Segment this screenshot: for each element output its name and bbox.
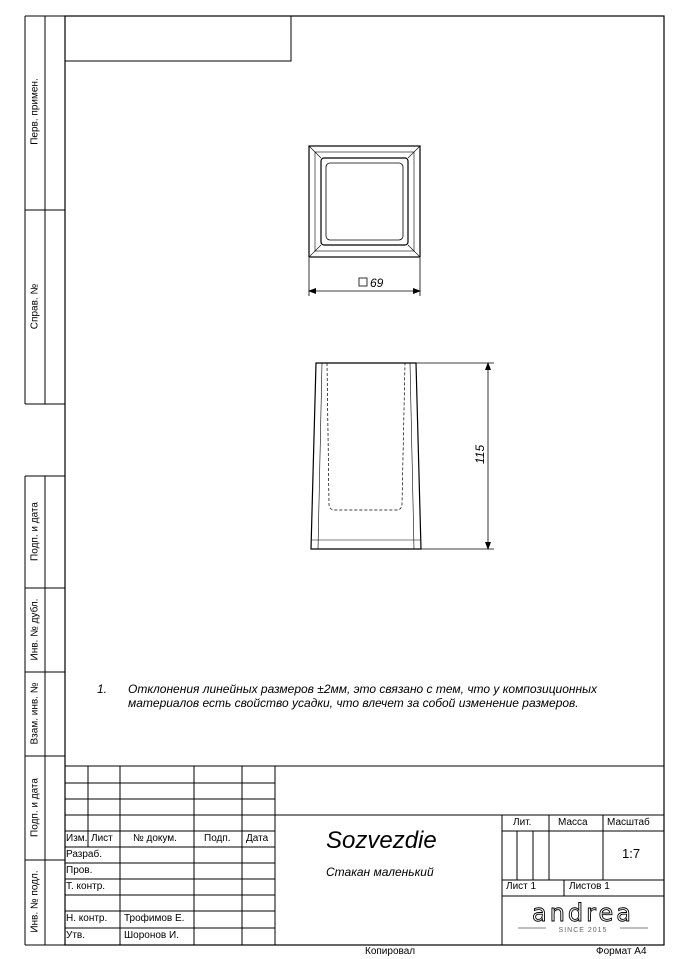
label-perv-primen: Перв. примен. — [29, 78, 41, 145]
product-desc: Стакан маленький — [326, 865, 434, 879]
top-view-dimension — [309, 258, 420, 296]
logo-since: SINCE 2015 — [558, 927, 608, 934]
note-line-2: материалов есть свойство усадки, что влечет за собой изменение размеров. — [128, 696, 579, 710]
role-prov: Пров. — [66, 865, 93, 876]
dim-115: 115 — [473, 444, 487, 464]
product-name: Sozvezdie — [326, 827, 437, 854]
header-lit: Лит. — [513, 817, 532, 828]
label-podp-data-2: Подп. и дата — [29, 778, 41, 837]
top-view — [309, 146, 420, 257]
outer-frame — [65, 16, 664, 945]
role-n-kontr: Н. контр. — [66, 913, 108, 924]
note-line-1: Отклонения линейных размеров ±2мм, это связано с тем, что у композиционных — [128, 682, 597, 696]
square-symbol — [359, 278, 367, 286]
header-list: Лист — [91, 833, 113, 844]
footer-copied: Копировал — [365, 946, 416, 957]
scale-value: 1:7 — [622, 846, 641, 861]
role-razrab: Разраб. — [66, 849, 103, 860]
header-massa: Масса — [558, 817, 588, 828]
header-izm: Изм. — [66, 833, 88, 844]
company-logo — [516, 900, 650, 940]
name-n-kontr: Трофимов Е. — [124, 913, 185, 924]
note-number: 1. — [97, 682, 108, 696]
role-utv: Утв. — [66, 930, 86, 941]
label-podp-data-1: Подп. и дата — [29, 502, 41, 561]
sheets-count: Листов 1 — [569, 881, 610, 892]
dim-69: 69 — [370, 276, 384, 290]
logo-wordmark: andrea — [532, 899, 634, 927]
label-sprav-no: Справ. № — [29, 283, 41, 330]
sheet-number: Лист 1 — [506, 881, 537, 892]
footer-format: Формат А4 — [596, 946, 647, 957]
header-masshtab: Масштаб — [607, 817, 650, 828]
label-inv-dubl: Инв. № дубл. — [29, 598, 41, 661]
header-podp: Подп. — [204, 833, 231, 844]
name-utv: Шоронов И. — [124, 930, 179, 941]
side-view — [311, 363, 421, 549]
top-left-box — [65, 16, 291, 61]
role-t-kontr: Т. контр. — [66, 881, 106, 892]
label-vzam-inv: Взам. инв. № — [29, 682, 41, 745]
header-data: Дата — [246, 833, 269, 844]
header-doc-no: № докум. — [133, 833, 177, 844]
label-inv-podl: Инв. № подл. — [29, 870, 41, 933]
